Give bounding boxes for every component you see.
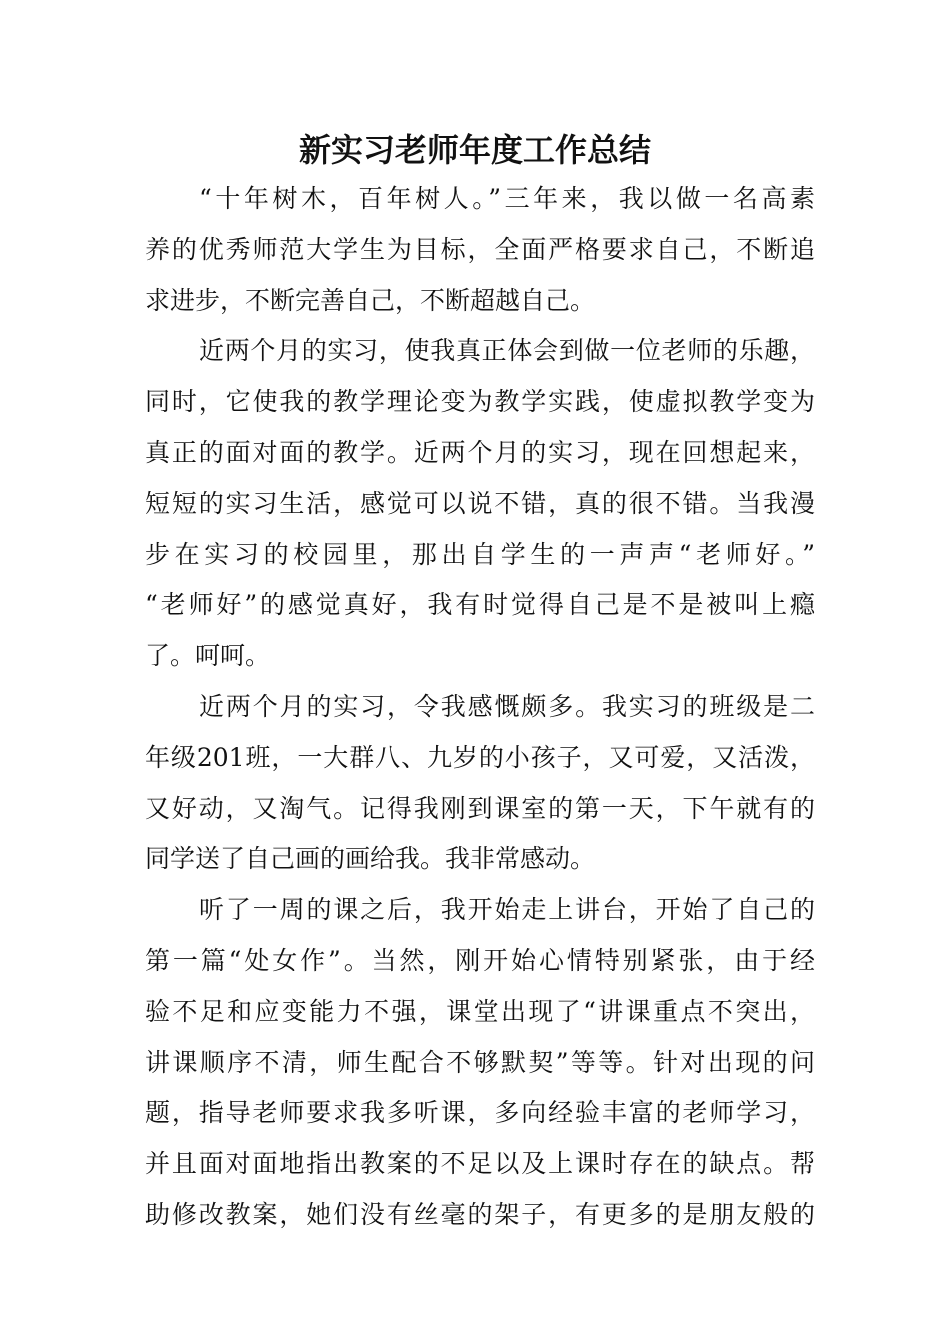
text-line: “十年树木，百年树人。”三年来，我以做一名高素 (199, 184, 815, 213)
text-line: 并且面对面地指出教案的不足以及上课时存在的缺点。帮 (145, 1149, 815, 1179)
text-line: 步在实习的校园里，那出自学生的一声声“老师好。” (145, 539, 815, 569)
text-line: 养的优秀师范大学生为目标，全面严格要求自己，不断追 (145, 234, 815, 264)
text-line: 短短的实习生活，感觉可以说不错，真的很不错。当我漫 (145, 488, 815, 518)
text-line: 同时，它使我的教学理论变为教学实践，使虚拟教学变为 (145, 387, 815, 417)
paragraph-4 (145, 885, 815, 1241)
text-line: 听了一周的课之后，我开始走上讲台，开始了自己的 (199, 895, 815, 925)
paragraph-1 (145, 174, 815, 326)
text-line: 验不足和应变能力不强，课堂出现了“讲课重点不突出， (145, 996, 815, 1026)
text-line: 真正的面对面的教学。近两个月的实习，现在回想起来， (145, 437, 815, 467)
text-line: 求进步，不断完善自己，不断超越自己。 (145, 285, 596, 315)
text-line: 讲课顺序不清，师生配合不够默契”等等。针对出现的问 (145, 1047, 815, 1077)
text-line: 第一篇“处女作”。当然，刚开始心情特别紧张，由于经 (145, 945, 815, 975)
document-body (145, 174, 815, 1241)
text-line: 近两个月的实习，使我真正体会到做一位老师的乐趣， (199, 336, 815, 366)
text-line: 又好动，又淘气。记得我刚到课室的第一天，下午就有的 (145, 793, 815, 823)
paragraph-2 (145, 326, 815, 682)
text-line: 同学送了自己画的画给我。我非常感动。 (145, 844, 596, 874)
paragraph-3 (145, 682, 815, 885)
document-title: 新实习老师年度工作总结 (298, 131, 651, 169)
text-line: 了。呵呵。 (145, 641, 271, 671)
text-line: “老师好”的感觉真好，我有时觉得自己是不是被叫上瘾 (145, 590, 815, 620)
text-line: 助修改教案，她们没有丝毫的架子，有更多的是朋友般的 (145, 1199, 815, 1229)
text-line: 近两个月的实习，令我感慨颇多。我实习的班级是二 (199, 691, 815, 721)
text-line: 年级201班，一大群八、九岁的小孩子，又可爱，又活泼， (145, 742, 815, 772)
text-line: 题，指导老师要求我多听课，多向经验丰富的老师学习， (145, 1098, 815, 1128)
